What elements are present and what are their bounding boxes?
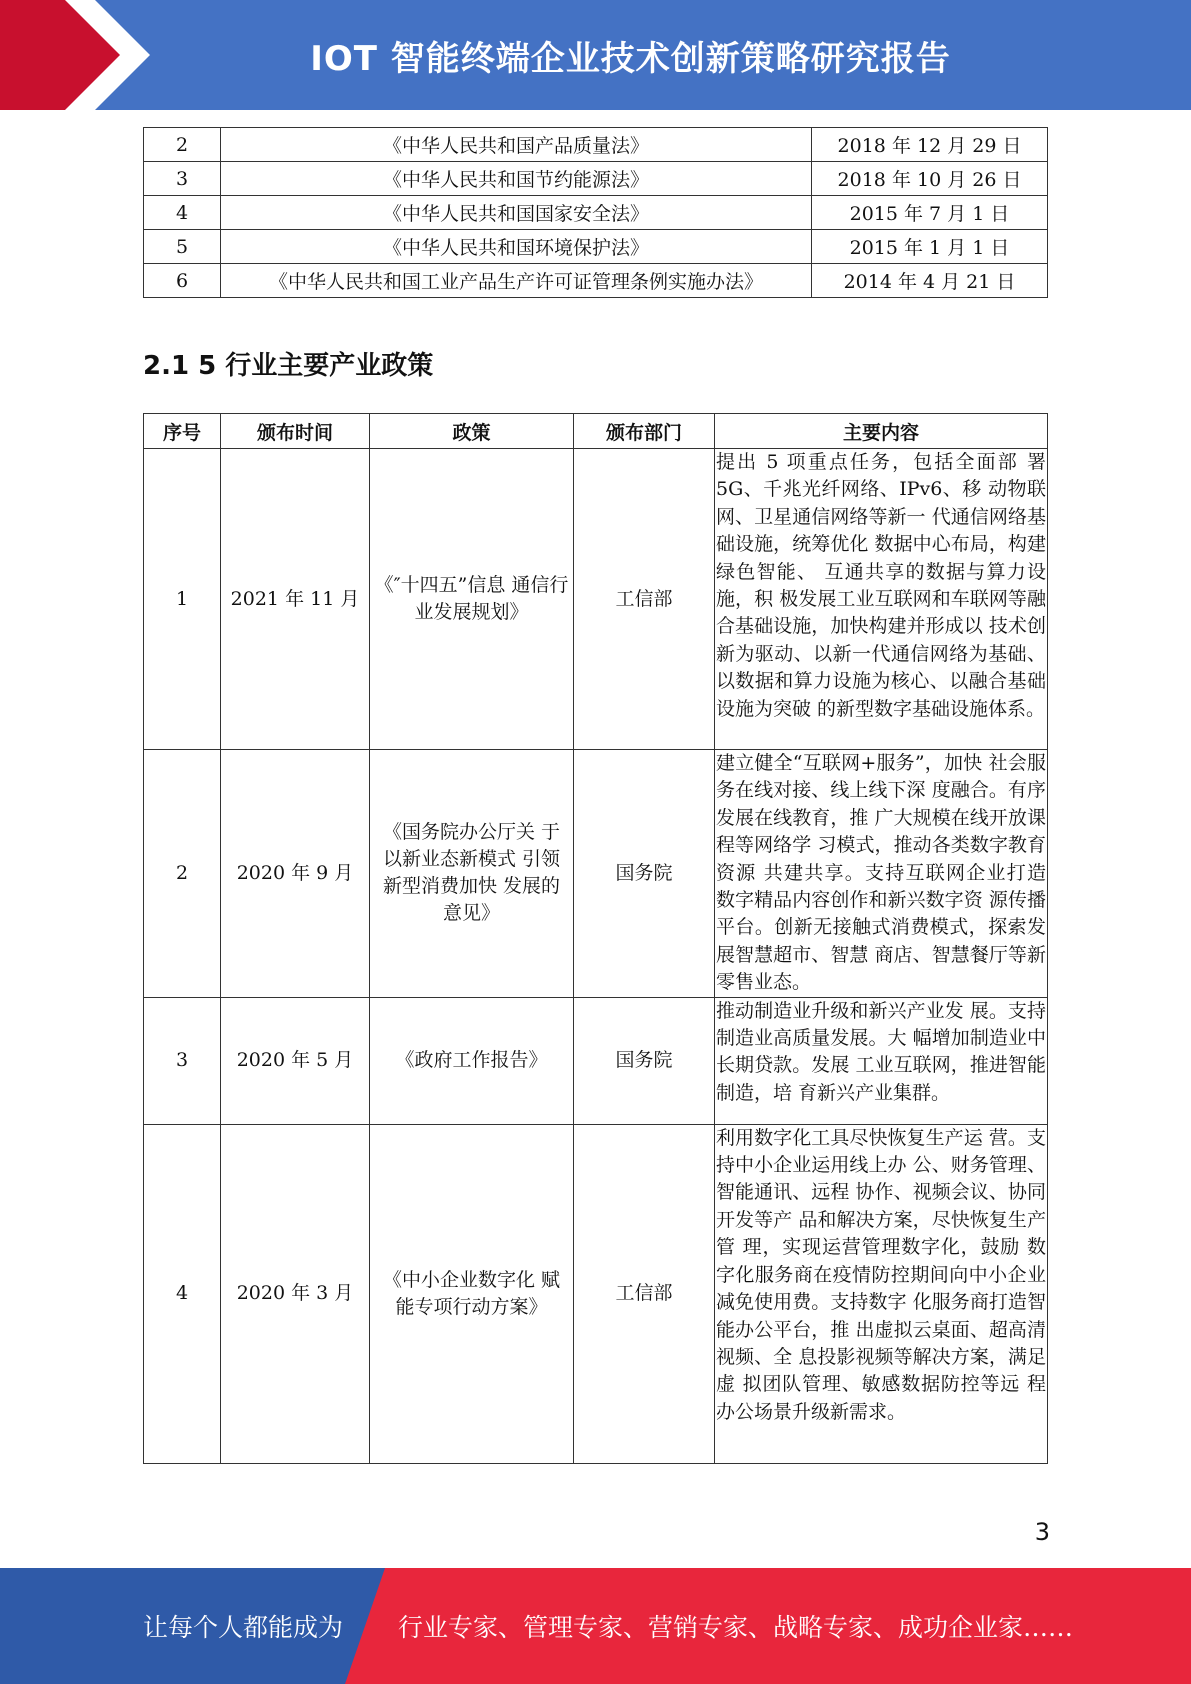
table-row — [144, 449, 1048, 750]
policy-dept: 工信部 — [574, 449, 715, 750]
report-title: IOT 智能终端企业技术创新策略研究报告 — [310, 38, 951, 79]
law-no: 5 — [144, 230, 221, 264]
policy-no: 3 — [144, 997, 221, 1124]
header-dept: 颁布部门 — [574, 414, 715, 449]
policy-date: 2020 年 9 月 — [221, 750, 370, 998]
policy-content: 提出 5 项重点任务，包括全面部 署 5G、千兆光纤网络、IPv6、移 动物联网、卫星通信网络等新一 代通信网络基础设施，统筹优化 数据中心布局，构建绿色智能、 互通共享的数据与算力设施，积 极发展工业互联网和车联网等融 合基础设施，加快构建并形成以 技术创新为驱动、以新一代通信网络为基础、以数据和算力设施为核心、以融合基础设施为突破 的新型数字基础设施体系。 — [715, 449, 1048, 750]
policy-no: 4 — [144, 1124, 221, 1463]
policy-content: 利用数字化工具尽快恢复生产运 营。支持中小企业运用线上办 公、财务管理、智能通讯、远程 协作、视频会议、协同开发等产 品和解决方案，尽快恢复生产管 理，实现运营管理数字化，鼓励 数字化服务商在疫情防控期间向中小企业减免使用费。支持数字 化服务商打造智能办公平台，推 出虚拟云桌面、超高清视频、全 息投影视频等解决方案，满足虚 拟团队管理、敏感数据防控等远 程办公场景升级新需求。 — [715, 1124, 1048, 1463]
header-content: 主要内容 — [715, 414, 1048, 449]
table-row — [144, 162, 1048, 196]
law-date: 2018 年 12 月 29 日 — [812, 128, 1048, 162]
table-row — [144, 750, 1048, 998]
header-no: 序号 — [144, 414, 221, 449]
law-table — [143, 127, 1048, 298]
table-row — [144, 264, 1048, 298]
footer-slogan-left: 让每个人都能成为 — [143, 1613, 344, 1642]
law-date: 2014 年 4 月 21 日 — [812, 264, 1048, 298]
header-policy: 政策 — [370, 414, 574, 449]
section-heading: 2.1 5 行业主要产业政策 — [143, 351, 434, 381]
policy-name: 《″十四五”信息 通信行业发展规划》 — [370, 449, 574, 750]
policy-dept: 工信部 — [574, 1124, 715, 1463]
table-row — [144, 1124, 1048, 1463]
policy-dept: 国务院 — [574, 997, 715, 1124]
policy-date: 2021 年 11 月 — [221, 449, 370, 750]
footer-slogan-right: 行业专家、管理专家、营销专家、战略专家、成功企业家…… — [398, 1613, 1074, 1642]
law-no: 6 — [144, 264, 221, 298]
policy-name: 《国务院办公厅关 于以新业态新模式 引领新型消费加快 发展的意见》 — [370, 750, 574, 998]
policy-content: 建立健全“互联网+服务”，加快 社会服务在线对接、线上线下深 度融合。有序发展在线教育，推 广大规模在线开放课程等网络学 习模式，推动各类数字教育资源 共建共享。支持互联网企业打造 数字精品内容创作和新兴数字资 源传播平台。创新无接触式消费模式，探索发展智慧超市、智慧 商店、智慧餐厅等新零售业态。 — [715, 750, 1048, 998]
policy-no: 2 — [144, 750, 221, 998]
policy-date: 2020 年 5 月 — [221, 997, 370, 1124]
policy-content: 推动制造业升级和新兴产业发 展。支持制造业高质量发展。大 幅增加制造业中长期贷款。发展 工业互联网，推进智能制造，培 育新兴产业集群。 — [715, 997, 1048, 1124]
law-no: 2 — [144, 128, 221, 162]
header-date: 颁布时间 — [221, 414, 370, 449]
page-number: 3 — [1034, 1518, 1050, 1546]
table-header-row — [144, 414, 1048, 449]
page-footer — [0, 1568, 1191, 1684]
table-row — [144, 196, 1048, 230]
policy-date: 2020 年 3 月 — [221, 1124, 370, 1463]
law-date: 2018 年 10 月 26 日 — [812, 162, 1048, 196]
policy-name: 《中小企业数字化 赋能专项行动方案》 — [370, 1124, 574, 1463]
page-header — [0, 0, 1191, 110]
table-row — [144, 997, 1048, 1124]
table-row — [144, 128, 1048, 162]
law-name: 《中华人民共和国环境保护法》 — [221, 230, 812, 264]
policy-name: 《政府工作报告》 — [370, 997, 574, 1124]
law-name: 《中华人民共和国产品质量法》 — [221, 128, 812, 162]
law-name: 《中华人民共和国节约能源法》 — [221, 162, 812, 196]
law-name: 《中华人民共和国工业产品生产许可证管理条例实施办法》 — [221, 264, 812, 298]
law-date: 2015 年 7 月 1 日 — [812, 196, 1048, 230]
law-date: 2015 年 1 月 1 日 — [812, 230, 1048, 264]
law-no: 4 — [144, 196, 221, 230]
policy-dept: 国务院 — [574, 750, 715, 998]
law-name: 《中华人民共和国国家安全法》 — [221, 196, 812, 230]
policy-table — [143, 413, 1048, 1464]
law-no: 3 — [144, 162, 221, 196]
policy-no: 1 — [144, 449, 221, 750]
table-row — [144, 230, 1048, 264]
